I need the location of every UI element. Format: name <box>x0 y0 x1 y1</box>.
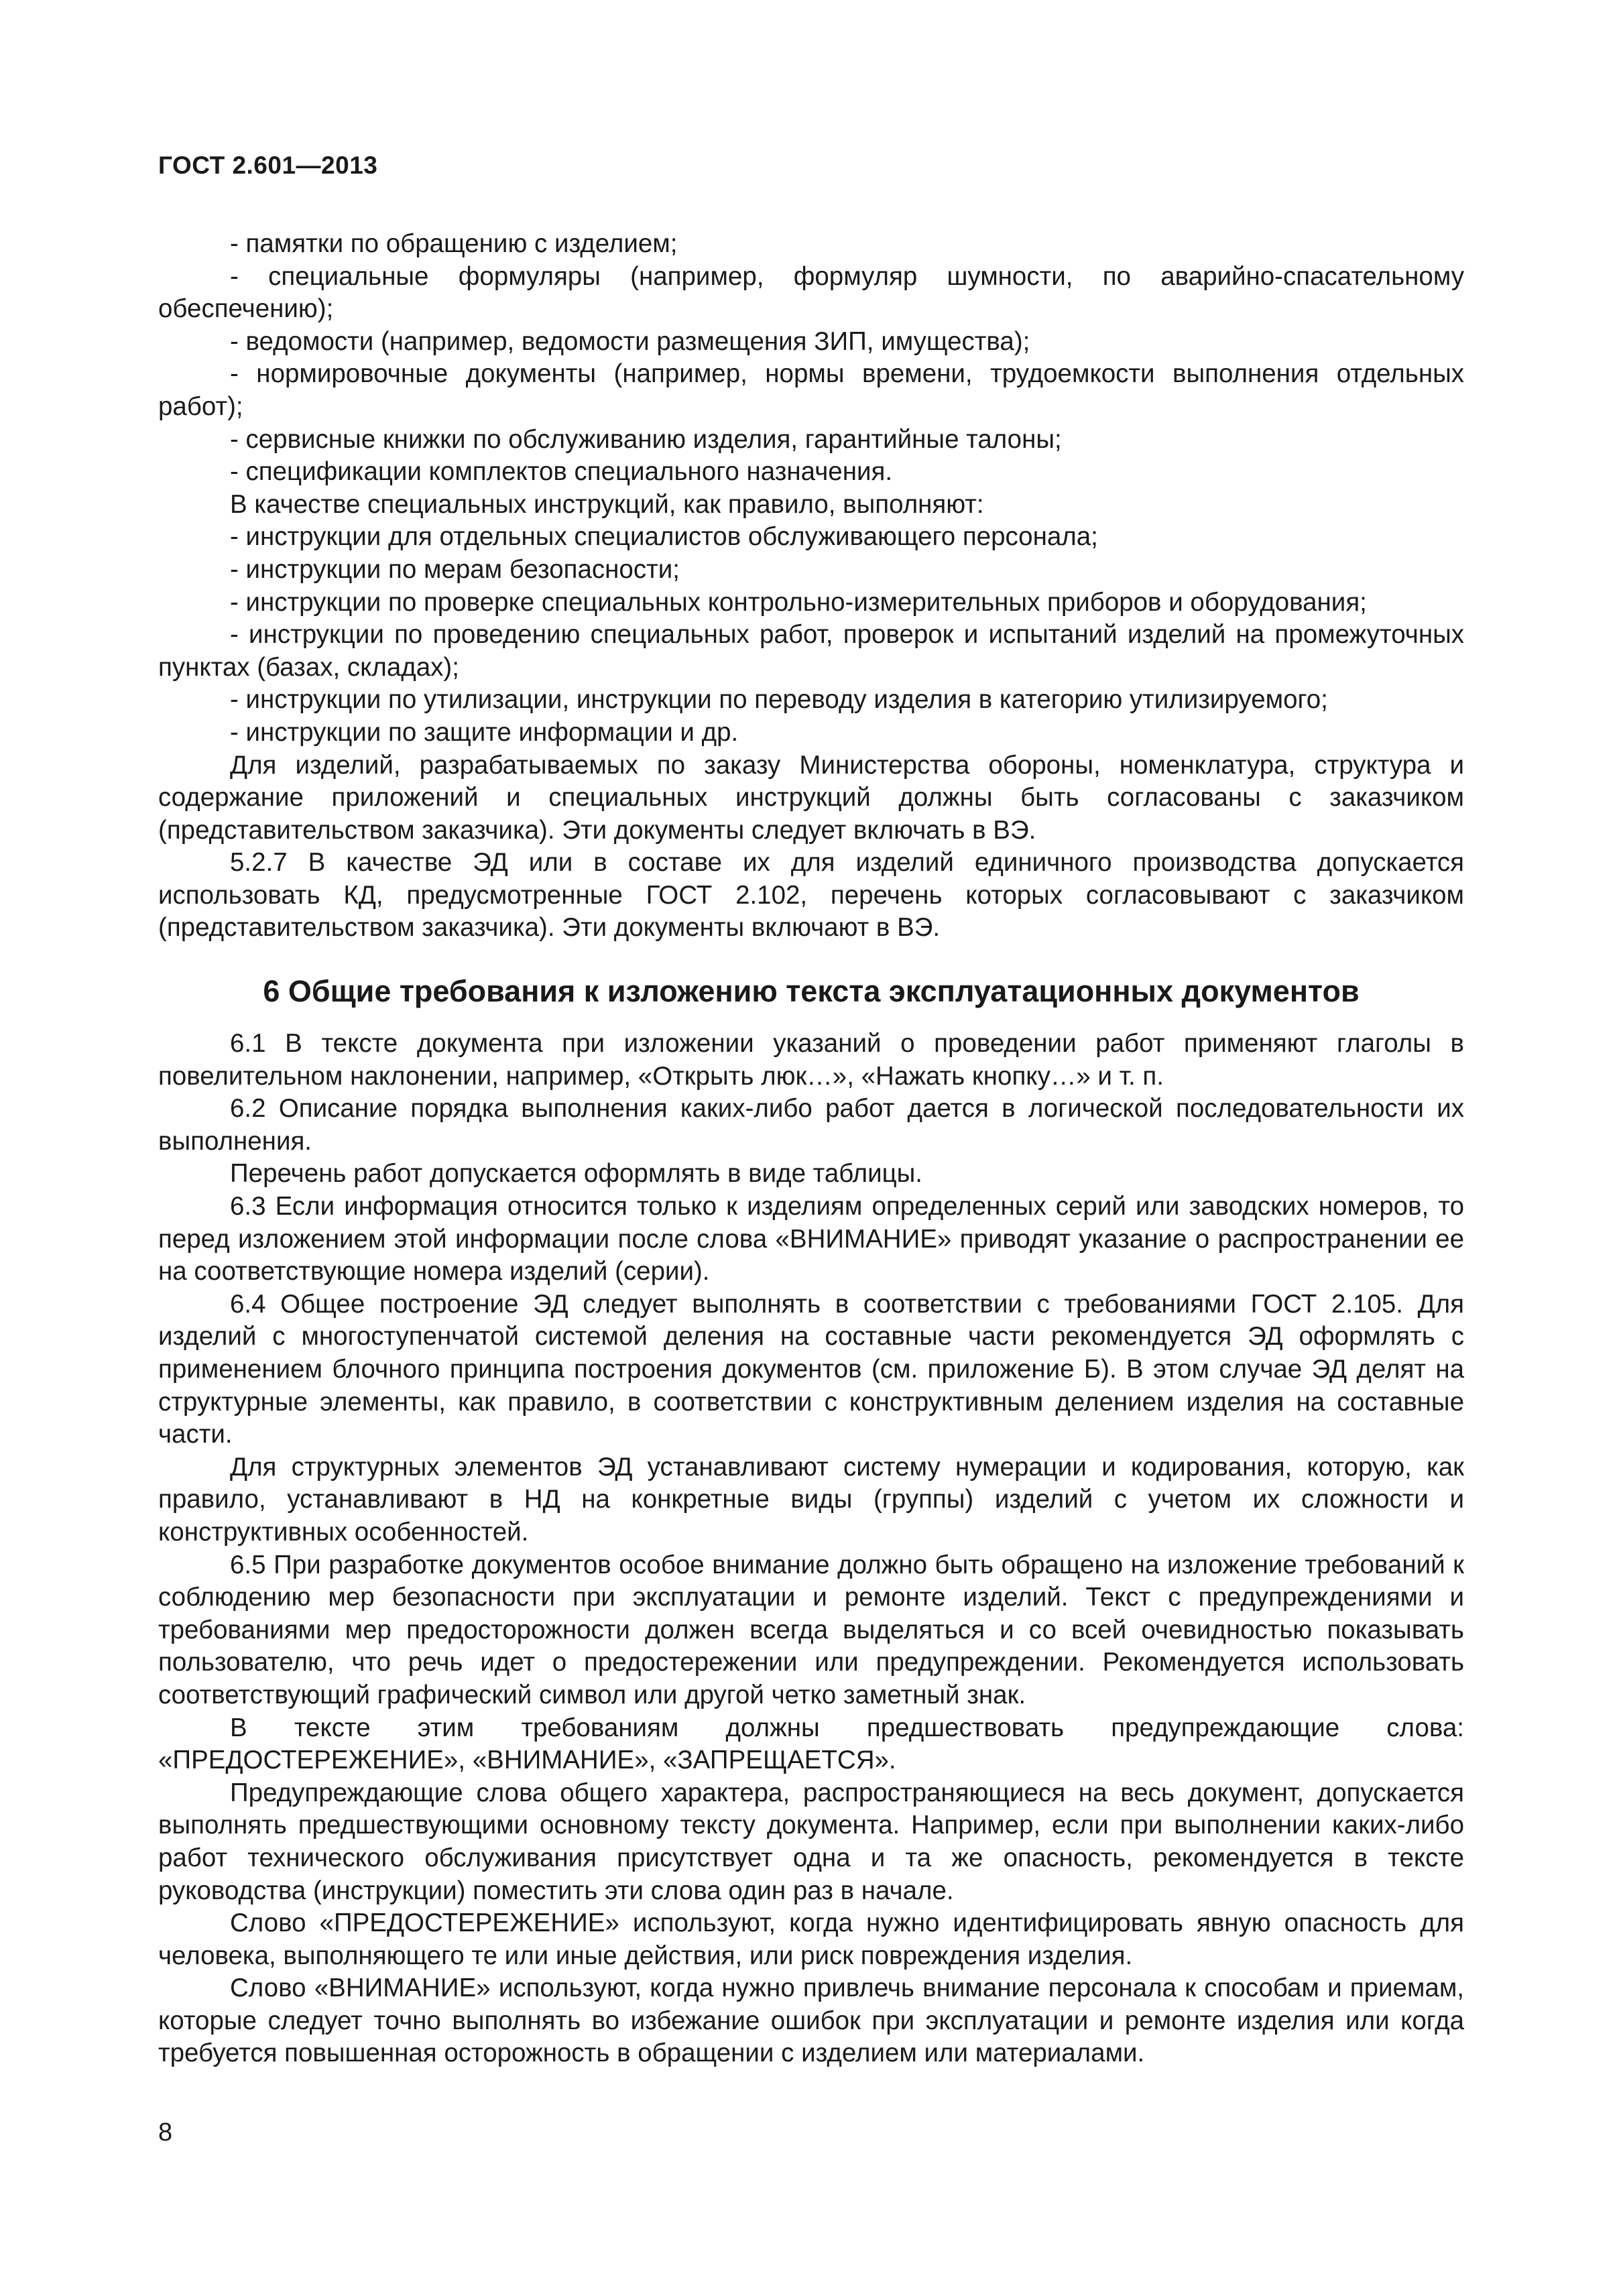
list-item-statements: - ведомости (например, ведомости размещения ЗИП, имущества); <box>230 326 1030 356</box>
attention-word-paragraph: Слово «ВНИМАНИЕ» используют, когда нужно привлечь внимание персонала к способам и приемам, которые следует точно выполнять во избежание ошибок при эксплуатации и ремонте изделия или когда требуется повышенная осторожность в обращении с изделием или материалами. <box>158 1974 1464 2068</box>
section-6-title: 6 Общие требования к изложению текста эксплуатационных документов <box>263 974 1360 1009</box>
clause-6-1: 6.1 В тексте документа при изложении указаний о проведении работ применяют глаголы в повелительном наклонении, например, «Открыть люк…», «Нажать кнопку…» и т. п. <box>158 1029 1464 1091</box>
list-item-info-protection: - инструкции по защите информации и др. <box>230 717 739 747</box>
clause-6-2: 6.2 Описание порядка выполнения каких-либо работ дается в логической последовательности их выполнения. <box>158 1094 1464 1156</box>
list-item-staff-instructions: - инструкции для отдельных специалистов обслуживающего персонала; <box>230 522 1098 552</box>
list-item-memos: - памятки по обращению с изделием; <box>230 229 678 258</box>
clause-6-4: 6.4 Общее построение ЭД следует выполнять в соответствии с требованиями ГОСТ 2.105. Для изделий с многоступенчатой системой деления на составные части рекомендуется ЭД оформлять с применением блочного принципа построения документов (см. приложение Б). В этом случае ЭД делят на структурные элементы, как правило, в соответствии с конструктивным делением изделия на составные части. <box>158 1289 1464 1449</box>
list-item-safety-instructions: - инструкции по мерам безопасности; <box>230 554 680 584</box>
list-item-normative-docs: - нормировочные документы (например, нормы времени, трудоемкости выполнения отдельных работ); <box>158 359 1464 421</box>
clause-6-5: 6.5 При разработке документов особое внимание должно быть обращено на изложение требований к соблюдению мер безопасности при эксплуатации и ремонте изделий. Текст с предупреждениями и требованиями мер предосторожности должен всегда выделяться и со всей очевидностью показывать пользователю, что речь идет о предостережении или предупреждении. Рекомендуется использовать соответствующий графический символ или другой четко заметный знак. <box>158 1550 1464 1709</box>
general-warnings-paragraph: Предупреждающие слова общего характера, распространяющиеся на весь документ, допускается выполнять предшествующими основному тексту документа. Например, если при выполнении каких-либо работ технического обслуживания присутствует одна и та же опасность, рекомендуется в тексте руководства (инструкции) поместить эти слова один раз в начале. <box>158 1778 1464 1905</box>
clause-6-2-table-note: Перечень работ допускается оформлять в виде таблицы. <box>230 1159 922 1189</box>
list-item-instrument-check: - инструкции по проверке специальных контрольно-измерительных приборов и оборудования; <box>230 587 1367 617</box>
list-item-kit-specs: - спецификации комплектов специального назначения. <box>230 457 893 487</box>
clause-5-2-7: 5.2.7 В качестве ЭД или в составе их для изделий единичного производства допускается использовать КД, предусмотренные ГОСТ 2.102, перечень которых согласовывают с заказчиком (представительством заказчика). Эти документы включают в ВЭ. <box>158 848 1464 943</box>
special-instructions-intro: В качестве специальных инструкций, как правило, выполняют: <box>230 489 984 519</box>
list-item-service-books: - сервисные книжки по обслуживанию изделия, гарантийные талоны; <box>230 424 1062 454</box>
page-number: 8 <box>158 2118 173 2147</box>
list-item-disposal: - инструкции по утилизации, инструкции по переводу изделия в категорию утилизируемого; <box>230 685 1328 715</box>
warning-words-paragraph: В тексте этим требованиям должны предшествовать предупреждающие слова: «ПРЕДОСТЕРЕЖЕНИЕ», «ВНИМАНИЕ», «ЗАПРЕЩАЕТСЯ». <box>158 1713 1464 1775</box>
list-item-special-forms: - специальные формуляры (например, формуляр шумности, по аварийно-спасательному обеспечению); <box>158 261 1464 324</box>
list-item-intermediate-points: - инструкции по проведению специальных работ, проверок и испытаний изделий на промежуточных пунктах (базах, складах); <box>158 620 1464 682</box>
clause-6-4-numbering: Для структурных элементов ЭД устанавливают систему нумерации и кодирования, которую, как правило, устанавливают в НД на конкретные виды (группы) изделий с учетом их сложности и конструктивных особенностей. <box>158 1452 1464 1547</box>
document-code-header: ГОСТ 2.601—2013 <box>158 152 378 179</box>
clause-6-3: 6.3 Если информация относится только к изделиям определенных серий или заводских номеров, то перед изложением этой информации после слова «ВНИМАНИЕ» приводят указание о распространении ее на соответствующие номера изделий (серии). <box>158 1192 1464 1286</box>
page-body <box>158 228 1464 2070</box>
caution-word-paragraph: Слово «ПРЕДОСТЕРЕЖЕНИЕ» используют, когда нужно идентифицировать явную опасность для человека, выполняющего те или иные действия, или риск повреждения изделия. <box>158 1909 1464 1970</box>
defense-ministry-paragraph: Для изделий, разрабатываемых по заказу Министерства обороны, номенклатура, структура и содержание приложений и специальных инструкций должны быть согласованы с заказчиком (представительством заказчика). Эти документы следует включать в ВЭ. <box>158 750 1464 845</box>
